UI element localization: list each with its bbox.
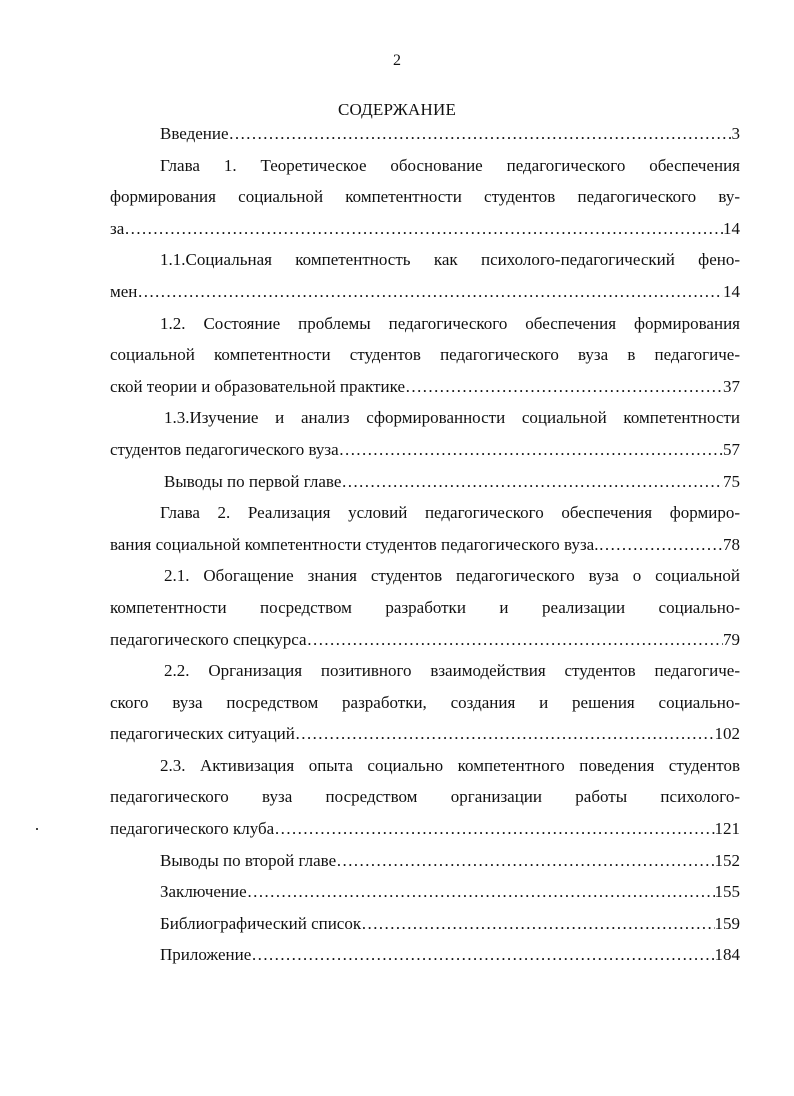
toc-entry-section-1-3 bbox=[110, 402, 740, 465]
toc-entry-title-cont: компетентности посредством разработки и реализации социально- bbox=[110, 597, 740, 617]
toc-entry-title: Глава 1. Теоретическое обоснование педагогического обеспечения bbox=[160, 155, 740, 175]
toc-entry-title-cont: студентов педагогического вуза bbox=[110, 439, 339, 459]
toc-entry-title: 1.1.Социальная компетентность как психолого-педагогический фено- bbox=[160, 250, 740, 270]
toc-page-number: 121 bbox=[714, 819, 740, 839]
toc-entry-title-cont: педагогического вуза посредством организации работы психолого- bbox=[110, 787, 740, 807]
leader-dots bbox=[124, 213, 723, 245]
toc-page-number: 159 bbox=[714, 913, 740, 933]
toc-page-number: 78 bbox=[723, 534, 740, 554]
toc-entry-title: 2.2. Организация позитивного взаимодействия студентов педагогиче- bbox=[164, 661, 740, 681]
toc-page-number: 37 bbox=[723, 376, 740, 396]
leader-dots bbox=[229, 118, 732, 150]
scan-speck bbox=[36, 828, 38, 830]
toc-entry-section-1-1 bbox=[110, 244, 740, 307]
toc-entry-title: 2.3. Активизация опыта социально компетентного поведения студентов bbox=[160, 755, 740, 775]
toc-entry-conclusions-2 bbox=[110, 845, 740, 877]
toc-page-number: 14 bbox=[723, 281, 740, 301]
toc-entry-title-cont: социальной компетентности студентов педагогического вуза в педагогиче- bbox=[110, 345, 740, 365]
leader-dots bbox=[307, 624, 723, 656]
toc-entry-title: Приложение bbox=[160, 945, 252, 965]
toc-entry-title: 1.3.Изучение и анализ сформированности социальной компетентности bbox=[164, 408, 740, 428]
toc-entry-title-cont: за bbox=[110, 218, 125, 238]
toc-entry-title: 2.1. Обогащение знания студентов педагогического вуза о социальной bbox=[164, 566, 740, 586]
toc-entry-intro bbox=[110, 118, 740, 150]
toc-page-number: 57 bbox=[723, 439, 740, 459]
toc-entry-title: Глава 2. Реализация условий педагогического обеспечения формиро- bbox=[160, 503, 740, 523]
toc-entry-title-cont: мен bbox=[110, 281, 138, 301]
toc-page-number: 155 bbox=[714, 882, 740, 902]
leader-dots bbox=[361, 908, 714, 940]
toc-entry-appendix bbox=[110, 939, 740, 971]
toc-entry-title-cont: ской теории и образовательной практике bbox=[110, 376, 406, 396]
toc-page-number: 75 bbox=[723, 471, 740, 491]
toc-entry-title-cont: формирования социальной компетентности студентов педагогического ву- bbox=[110, 187, 740, 207]
toc-entry-title: Выводы по первой главе bbox=[164, 471, 342, 491]
toc-title: СОДЕРЖАНИЕ bbox=[337, 100, 457, 119]
leader-dots bbox=[336, 845, 714, 877]
toc-entry-title-cont: ского вуза посредством разработки, создания и решения социально- bbox=[110, 692, 740, 712]
leader-dots bbox=[251, 939, 714, 971]
toc-page-number: 184 bbox=[714, 945, 740, 965]
toc-page-number: 102 bbox=[714, 724, 740, 744]
toc-page-number: 152 bbox=[714, 850, 740, 870]
toc-entry-chapter-2 bbox=[110, 497, 740, 560]
leader-dots bbox=[247, 876, 715, 908]
toc-entry-title: Выводы по второй главе bbox=[160, 850, 337, 870]
toc-page-number: 79 bbox=[723, 629, 740, 649]
toc-entry-section-2-3 bbox=[110, 750, 740, 845]
leader-dots bbox=[598, 529, 723, 561]
toc-entry-title-cont: вания социальной компетентности студентов педагогического вуза. bbox=[110, 534, 599, 554]
toc-entry-chapter-1 bbox=[110, 150, 740, 245]
toc-entry-bibliography bbox=[110, 908, 740, 940]
toc-entry-conclusions-1 bbox=[110, 466, 740, 498]
toc-entry-title-cont: педагогических ситуаций bbox=[110, 724, 295, 744]
toc-entry-title: Заключение bbox=[160, 882, 247, 902]
toc-entry-title-cont: педагогического спецкурса bbox=[110, 629, 307, 649]
page-number: 2 bbox=[393, 52, 401, 69]
table-of-contents bbox=[110, 118, 740, 971]
toc-page-number: 3 bbox=[731, 124, 740, 143]
toc-entry-section-2-1 bbox=[110, 560, 740, 655]
toc-entry-section-2-2 bbox=[110, 655, 740, 750]
leader-dots bbox=[295, 718, 715, 750]
leader-dots bbox=[405, 371, 723, 403]
leader-dots bbox=[341, 466, 723, 498]
leader-dots bbox=[137, 276, 723, 308]
toc-entry-section-1-2 bbox=[110, 308, 740, 403]
leader-dots bbox=[274, 813, 714, 845]
toc-entry-title-cont: педагогического клуба bbox=[110, 819, 275, 839]
leader-dots bbox=[339, 434, 723, 466]
toc-entry-title: Библиографический список bbox=[160, 913, 362, 933]
toc-page-number: 14 bbox=[723, 218, 740, 238]
toc-entry-conclusion bbox=[110, 876, 740, 908]
toc-entry-title: 1.2. Состояние проблемы педагогического обеспечения формирования bbox=[160, 313, 740, 333]
toc-entry-title: Введение bbox=[160, 124, 229, 143]
